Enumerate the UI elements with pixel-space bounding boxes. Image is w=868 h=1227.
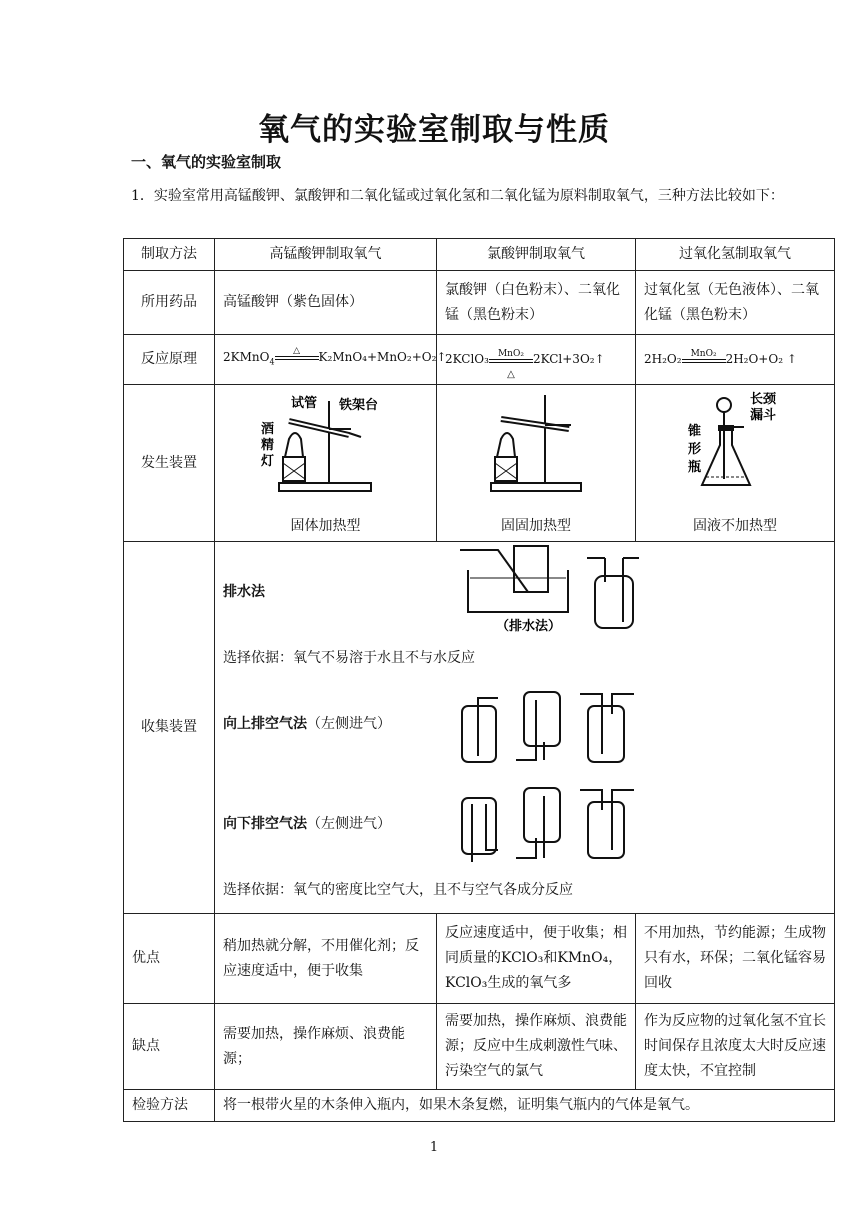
eq-right: 2H₂O+O₂ ↑ (725, 352, 797, 366)
apparatus-cell (215, 385, 437, 542)
reaction-arrow (275, 346, 319, 364)
header-cell: 过氧化氢制取氧气 (636, 239, 835, 271)
air-basis: 选择依据：氧气的密度比空气大，且不与空气各成分反应 (223, 882, 573, 898)
header-cell: 高锰酸钾制取氧气 (215, 239, 437, 271)
apparatus-caption: 固固加热型 (501, 518, 571, 534)
cell: 需要加热，操作麻烦、浪费能源；反应中生成刺激性气味、污染空气的氯气 (437, 1004, 636, 1090)
row-label: 反应原理 (124, 335, 215, 385)
method-note: （左侧进气） (307, 716, 391, 732)
cell: 作为反应物的过氧化氢不宜长时间保存且浓度太大时反应速度太快，不宜控制 (636, 1004, 835, 1090)
cell: 稍加热就分解，不用催化剂；反应速度适中，便于收集 (215, 914, 437, 1004)
eq-left: 2H₂O₂ (644, 352, 682, 366)
table-row (124, 385, 835, 542)
comparison-table (123, 238, 835, 1122)
row-label: 缺点 (124, 1004, 215, 1090)
catalyst: MnO₂ (497, 348, 524, 359)
downward-method (223, 812, 391, 837)
row-label: 所用药品 (124, 271, 215, 335)
header-cell: 氯酸钾制取氧气 (437, 239, 636, 271)
method-note: （左侧进气） (307, 816, 391, 832)
apparatus-cell (636, 385, 835, 542)
page-title: 氧气的实验室制取与性质 (258, 112, 610, 148)
table-row (124, 271, 835, 335)
water-basis: 选择依据：氧气不易溶于水且不与水反应 (223, 650, 475, 666)
diagram-label: 长颈 (750, 392, 777, 407)
diagram-label: 酒 (261, 422, 275, 437)
condition: △ (293, 346, 300, 357)
diagram-label: 形 (688, 442, 702, 457)
cell: 过氧化氢（无色液体）、二氧化锰（黑色粉末） (636, 271, 835, 335)
equation-cell (437, 335, 636, 385)
upward-method (223, 712, 391, 737)
reaction-arrow (489, 348, 533, 380)
diagram-caption: （排水法） (496, 619, 562, 634)
catalyst: MnO₂ (690, 348, 717, 359)
table-header-row (124, 239, 835, 271)
solid-heating-apparatus-diagram (219, 387, 431, 505)
diagram-label: 精 (261, 438, 275, 453)
cell: 不用加热，节约能源；生成物只有水，环保；二氧化锰容易回收 (636, 914, 835, 1004)
cell: 反应速度适中，便于收集；相同质量的KClO₃和KMnO₄，KClO₃生成的氧气多 (437, 914, 636, 1004)
solid-solid-heating-apparatus-diagram (441, 387, 631, 505)
cell: 需要加热，操作麻烦、浪费能源； (215, 1004, 437, 1090)
header-cell: 制取方法 (124, 239, 215, 271)
eq-right: K₂MnO₄+MnO₂+O₂↑ (318, 349, 447, 364)
apparatus-cell (437, 385, 636, 542)
intro-paragraph: 1．实验室常用高锰酸钾、氯酸钾和二氧化锰或过氧化氢和二氧化锰为原料制取氧气，三种方法比较如下： (131, 188, 784, 204)
eq-right: 2KCl+3O₂↑ (532, 352, 605, 366)
method-title: 向下排空气法 (223, 816, 307, 832)
solid-liquid-apparatus-diagram (640, 387, 830, 505)
table-row (124, 1004, 835, 1090)
row-label: 检验方法 (124, 1090, 215, 1122)
downward-air-displacement-diagrams (458, 786, 648, 866)
row-label: 优点 (124, 914, 215, 1004)
cell: 高锰酸钾（紫色固体） (215, 271, 437, 335)
section-heading: 一、氧气的实验室制取 (131, 153, 282, 171)
condition: △ (507, 368, 515, 380)
method-title: 排水法 (223, 584, 265, 600)
page-number: 1 (429, 1140, 439, 1155)
apparatus-caption: 固体加热型 (290, 518, 361, 534)
eq-left: 2KClO₃ (445, 352, 489, 366)
equation-cell: 2KMnO$_4$ △ K₂MnO₄+MnO₂+O₂↑ (215, 335, 437, 385)
cell: 氯酸钾（白色粉末）、二氧化锰（黑色粉末） (437, 271, 636, 335)
upward-air-displacement-diagrams (458, 690, 648, 766)
equation-cell (636, 335, 835, 385)
gas-bottle-icon (583, 552, 643, 632)
reaction-arrow (682, 348, 726, 367)
table-row (124, 914, 835, 1004)
row-label: 收集装置 (124, 542, 215, 914)
table-row (124, 1090, 835, 1122)
table-row (124, 335, 835, 385)
collection-cell (215, 542, 835, 914)
diagram-label: 瓶 (688, 460, 702, 475)
diagram-label: 试管 (291, 396, 318, 411)
eq-left: 2KMnO (223, 349, 270, 364)
diagram-label: 锥 (688, 424, 702, 439)
diagram-label: 铁架台 (339, 398, 379, 413)
diagram-label: 灯 (261, 454, 275, 469)
method-title: 向上排空气法 (223, 716, 307, 732)
cell: 将一根带火星的木条伸入瓶内，如果木条复燃，证明集气瓶内的气体是氧气。 (215, 1090, 835, 1122)
diagram-label: 漏斗 (750, 408, 777, 423)
apparatus-caption: 固液不加热型 (693, 518, 777, 534)
table-row (124, 542, 835, 914)
row-label: 发生装置 (124, 385, 215, 542)
